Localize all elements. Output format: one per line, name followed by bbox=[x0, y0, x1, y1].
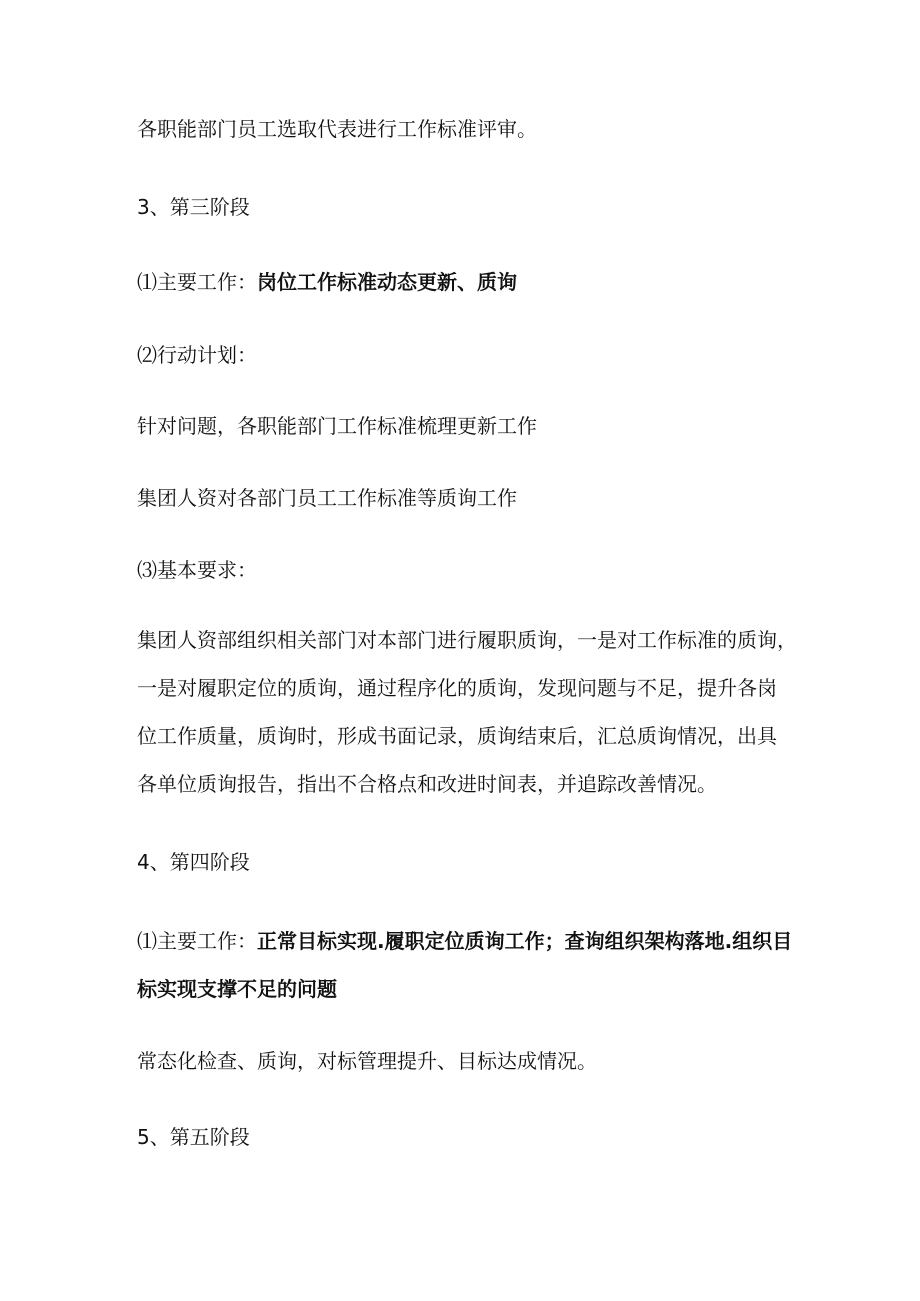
heading-stage-5: 5、第五阶段 bbox=[137, 1125, 250, 1149]
paragraph-line bbox=[137, 917, 809, 965]
paragraph-line: 各单位质询报告，指出不合格点和改进时间表，并追踪改善情况。 bbox=[137, 772, 717, 796]
heading-stage-4: 4、第四阶段 bbox=[137, 850, 250, 874]
action-plan-item-2: 集团人资对各部门员工工作标准等质询工作 bbox=[137, 486, 517, 510]
stage-4-main-work bbox=[137, 917, 809, 1013]
main-work-content: 岗位工作标准动态更新、质询 bbox=[257, 270, 517, 294]
text-line-routine-check: 常态化检查、质询，对标管理提升、目标达成情况。 bbox=[137, 1049, 597, 1073]
main-work-label: ⑴主要工作： bbox=[137, 929, 257, 953]
paragraph-line: 集团人资部组织相关部门对本部门进行履职质询，一是对工作标准的质询， bbox=[137, 628, 797, 652]
basic-requirements-label: ⑶基本要求： bbox=[137, 558, 257, 582]
main-work-content: 正常目标实现.履职定位质询工作；查询组织架构落地.组织目 bbox=[257, 929, 793, 953]
paragraph-line: 一是对履职定位的质询，通过程序化的质询，发现问题与不足，提升各岗 bbox=[137, 676, 777, 700]
action-plan-label: ⑵行动计划： bbox=[137, 343, 257, 367]
action-plan-item-1: 针对问题，各职能部门工作标准梳理更新工作 bbox=[137, 414, 537, 438]
basic-requirements-paragraph bbox=[137, 616, 809, 808]
main-work-label: ⑴主要工作： bbox=[137, 270, 257, 294]
paragraph-line: 标实现支撑不足的问题 bbox=[137, 977, 337, 1001]
paragraph-line: 位工作质量，质询时，形成书面记录，质询结束后，汇总质询情况，出具 bbox=[137, 724, 777, 748]
stage-3-main-work bbox=[137, 268, 817, 296]
text-line-review: 各职能部门员工选取代表进行工作标准评审。 bbox=[137, 117, 537, 141]
heading-stage-3: 3、第三阶段 bbox=[137, 195, 250, 219]
